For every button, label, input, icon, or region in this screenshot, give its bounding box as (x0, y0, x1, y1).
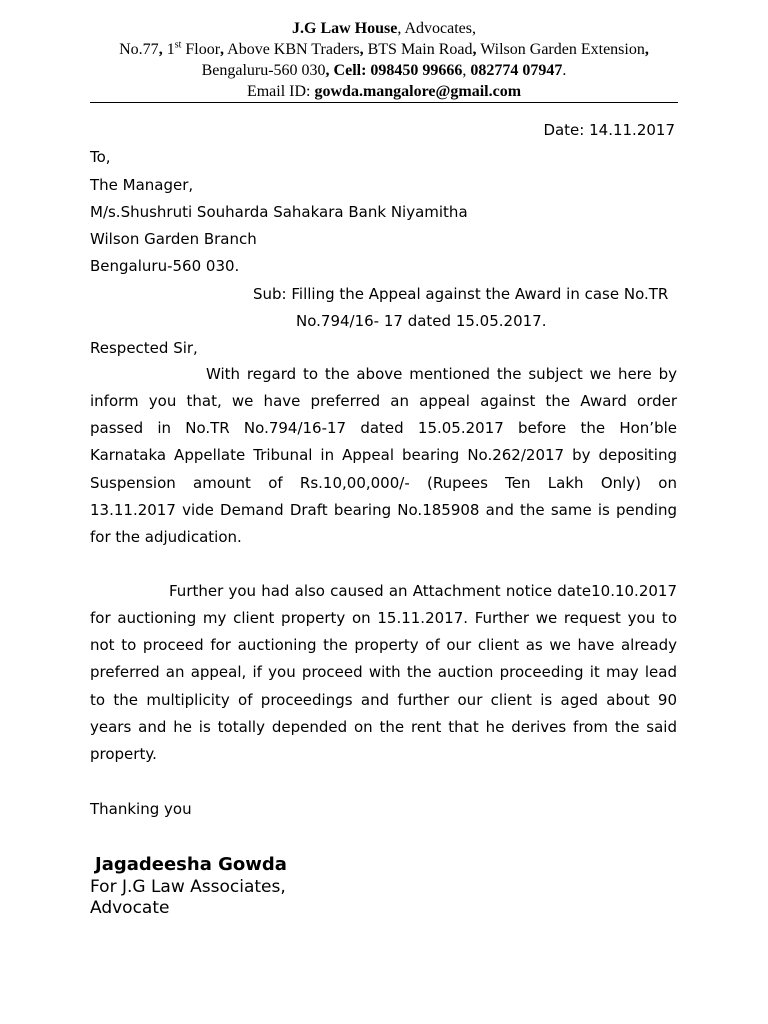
address-no: No.77 (119, 41, 159, 58)
paragraph-2-line: property. (90, 744, 157, 763)
firm-suffix: , Advocates, (397, 20, 476, 37)
paragraph-2-line: to the multiplicity of proceedings and further our client is aged about 90 (90, 690, 677, 709)
paragraph-2-line: for auctioning my client property on 15.11.2017. Further we request you to (90, 609, 677, 628)
letterhead-address: No.77, 1st Floor, Above KBN Traders, BTS Main Road, Wilson Garden Extension, (119, 39, 649, 58)
address-road: BTS Main Road (363, 41, 473, 58)
paragraph-1-line: for the adjudication. (90, 527, 242, 546)
paragraph-2-line: years and he is totally depended on the rent that he derives from the said (90, 717, 677, 736)
paragraph-1-line: passed in No.TR No.794/16-17 dated 15.05.2017 before the Hon’ble (90, 419, 677, 438)
cell-number-2: 082774 07947 (470, 62, 563, 79)
body-paragraph-2 (90, 578, 677, 768)
recipient-city: Bengaluru-560 030. (90, 257, 240, 275)
firm-name: J.G Law House (292, 20, 398, 37)
body-paragraph-1 (90, 361, 677, 551)
letterhead-line-1 (60, 18, 708, 39)
subject-line-1: Sub: Filling the Appeal against the Award in case No.TR (253, 285, 669, 303)
paragraph-1-line: Karnataka Appellate Tribunal in Appeal bearing No.262/2017 by depositing (90, 446, 677, 465)
recipient-to: To, (90, 148, 111, 166)
paragraph-1-line: With regard to the above mentioned the subject we here by (206, 365, 677, 383)
signatory-role: Advocate (90, 898, 170, 918)
address-area: Wilson Garden Extension (476, 41, 645, 58)
recipient-branch: Wilson Garden Branch (90, 230, 257, 248)
address-floor: Floor (181, 41, 221, 58)
paragraph-2-line: Further you had also caused an Attachment notice date10.10.2017 (169, 582, 677, 600)
signatory-name: Jagadeesha Gowda (95, 854, 287, 875)
letterhead-email-line (60, 81, 708, 102)
paragraph-1-line: 13.11.2017 vide Demand Draft bearing No.185908 and the same is pending (90, 500, 677, 519)
letterhead-contact: Bengaluru-560 030, Cell: 098450 99666, 082774 07947. (201, 62, 567, 79)
address-floor-sup: st (174, 39, 182, 51)
letterhead (60, 18, 708, 102)
paragraph-2-line: not to proceed for auctioning the property of our client as we have already (90, 636, 677, 655)
paragraph-2-line: preferred an appeal, if you proceed with the auction proceeding it may lead (90, 663, 677, 682)
cell-number: Cell: 098450 99666 (333, 62, 463, 79)
address-landmark: Above KBN Traders (224, 41, 360, 58)
closing: Thanking you (90, 800, 192, 818)
letterhead-divider (90, 102, 678, 103)
email-address: gowda.mangalore@gmail.com (314, 83, 522, 100)
paragraph-1-line: Suspension amount of Rs.10,00,000/- (Rupees Ten Lakh Only) on (90, 473, 677, 492)
letterhead-city: Bengaluru-560 030 (201, 62, 326, 79)
signatory-firm: For J.G Law Associates, (90, 877, 286, 897)
recipient-title: The Manager, (90, 176, 194, 194)
recipient-bank: M/s.Shushruti Souharda Sahakara Bank Niyamitha (90, 203, 468, 221)
email-label: Email ID: (246, 83, 315, 100)
paragraph-1-line: inform you that, we have preferred an appeal against the Award order (90, 392, 677, 411)
address-floor-num: 1 (166, 41, 175, 58)
salutation: Respected Sir, (90, 339, 198, 357)
subject-line-2: No.794/16- 17 dated 15.05.2017. (296, 312, 547, 330)
letter-date: Date: 14.11.2017 (543, 121, 675, 139)
